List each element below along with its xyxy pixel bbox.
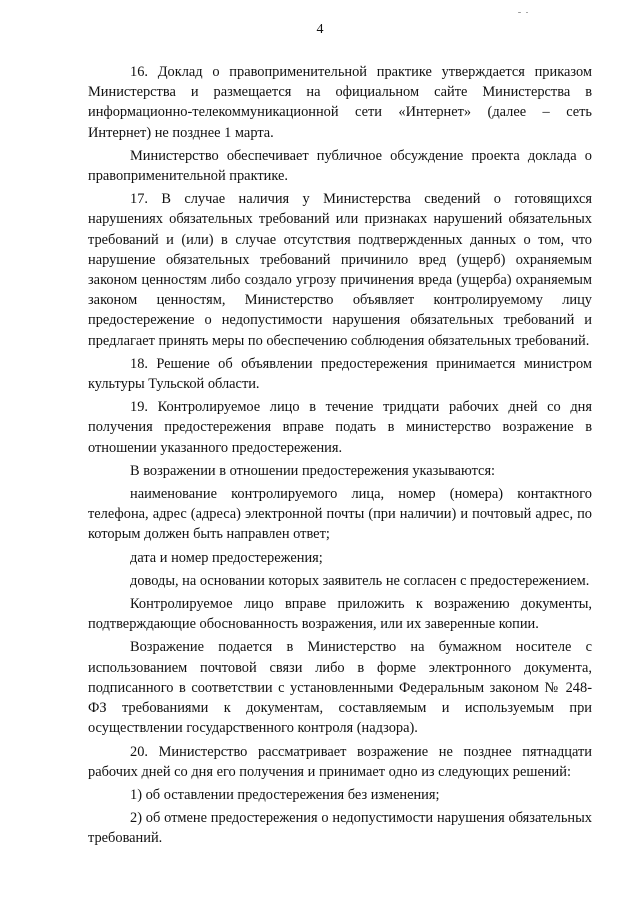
page-number: 4 [316,22,324,37]
list-item-name-contacts: наименование контролируемого лица, номер (номера) контактного телефона, адрес (адреса) электронной почты (при наличии) и почтовый адрес, по которым должен быть направлен ответ; [88,486,592,543]
document-body [88,62,592,852]
paragraph-submission: Возражение подается в Министерство на бумажном носителе с использованием почтовой связи либо в форме электронного документа, подписанного в соответствии с установленными Федеральным законом № 248-ФЗ требованиями к документам, составляемым и используемым при осуществлении государственного контроля (надзора). [88,639,592,737]
scan-speck [518,12,521,13]
paragraph-public-discussion: Министерство обеспечивает публичное обсуждение проекта доклада о правоприменительной практике. [88,147,592,185]
paragraph-18: 18. Решение об объявлении предостережения принимается министром культуры Тульской области. [88,355,592,393]
paragraph-16: 16. Доклад о правоприменительной практике утверждается приказом Министерства и размещается на официальном сайте Министерства в информационно-телекоммуникационной сети «Интернет» (далее – сеть Интернет) не позднее 1 марта. [88,64,592,141]
paragraph-19: 19. Контролируемое лицо в течение тридцати рабочих дней со дня получения предостережения вправе подать в министерство возражение в отношении указанного предостережения. [88,399,592,456]
decision-item-2: 2) об отмене предостережения о недопустимости нарушения обязательных требований. [88,810,592,847]
list-item-date-number: дата и номер предостережения; [130,549,323,566]
decision-item-1: 1) об оставлении предостережения без изменения; [130,786,440,803]
paragraph-attachments: Контролируемое лицо вправе приложить к возражению документы, подтверждающие обоснованность возражения, или их заверенные копии. [88,596,592,633]
list-item-arguments: доводы, на основании которых заявитель не согласен с предостережением. [130,572,590,589]
paragraph-17: 17. В случае наличия у Министерства сведений о готовящихся нарушениях обязательных требований или признаках нарушений обязательных требований и (или) в случае отсутствия подтвержденных данных о том, что нарушение обязательных требований причинило вред (ущерб) охраняемым законом ценностям либо создало угрозу причинения вреда (ущерба) охраняемым законом ценностям, Министерство объявляет контролируемому лицу предостережение о недопустимости нарушения обязательных требований и предлагает принять меры по обеспечению соблюдения обязательных требований. [88,191,592,349]
paragraph-20: 20. Министерство рассматривает возражение не позднее пятнадцати рабочих дней со дня его получения и принимает одно из следующих решений: [88,743,592,780]
scan-speck [526,12,528,13]
paragraph-objection-contents: В возражении в отношении предостережения указываются: [130,462,496,479]
